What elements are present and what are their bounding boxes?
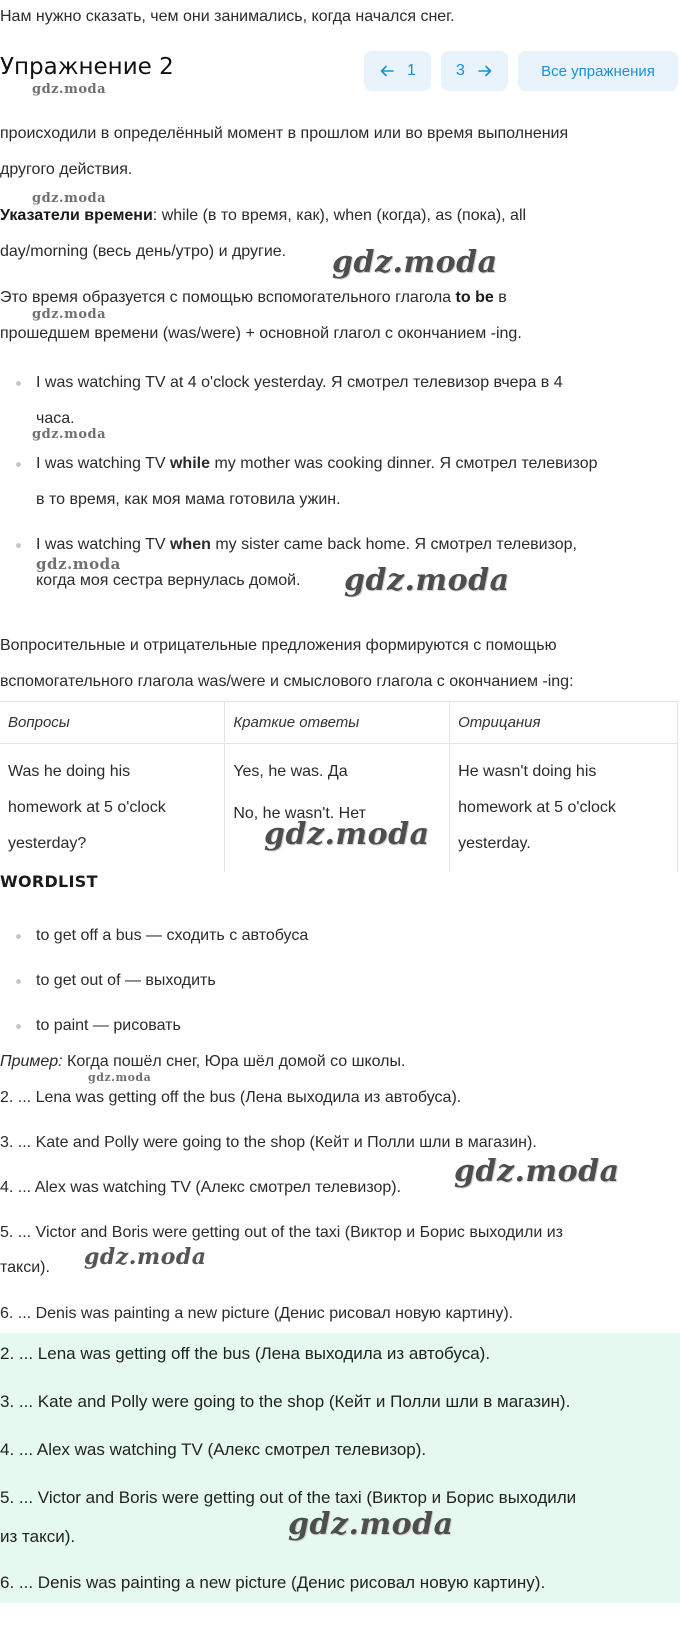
example-keyword: when (169, 536, 211, 553)
task-line: 4. ... Alex was watching TV (Алекс смотрел телевизор). (0, 1179, 402, 1196)
example-item (16, 446, 676, 518)
watermark: gdz.moda (32, 191, 107, 206)
example-text-line-2: когда моя сестра вернулась домой. (36, 572, 301, 589)
watermark: gdz.moda (288, 1507, 454, 1542)
answer-line: 4. ... Alex was watching TV (Алекс смотрел телевизор). (0, 1440, 427, 1459)
theory-line-2: другого действия. (0, 161, 133, 178)
bullet-icon (16, 1024, 21, 1029)
wordlist-item (16, 963, 676, 999)
next-exercise-button[interactable] (441, 51, 508, 91)
answer-line: из такси). (0, 1527, 76, 1546)
bullet-icon (16, 381, 21, 386)
time-indicators-line-2: day/morning (весь день/утро) и другие. (0, 243, 287, 260)
bullet-icon (16, 462, 21, 467)
watermark: gdz.moda (454, 1154, 620, 1189)
bullet-icon (16, 979, 21, 984)
cell-line: yesterday. (458, 835, 531, 852)
time-indicators-text: : while (в то время, как), when (когда), as (пока), all (152, 207, 527, 224)
arrow-right-icon (477, 63, 493, 79)
example-text: I was watching TV (36, 455, 170, 472)
example-text: I was watching TV (36, 536, 170, 553)
example-text: my mother was cooking dinner. Я смотрел телевизор (210, 455, 598, 472)
all-exercises-button[interactable]: Все упражнения (518, 51, 678, 91)
table-header: Вопросы (0, 702, 225, 744)
cell-line: homework at 5 o'clock (458, 799, 616, 816)
watermark: gdz.moda (84, 1244, 207, 1270)
example-sentence (0, 1044, 405, 1080)
wordlist-item-text: to paint — рисовать (36, 1017, 181, 1034)
answer-block (0, 1333, 680, 1603)
questions-intro-line-2: вспомогательного глагола was/were и смыслового глагола с окончанием -ing: (0, 673, 574, 690)
example-text: my sister came back home. Я смотрел телевизор, (210, 536, 577, 553)
watermark: gdz.moda (32, 82, 107, 97)
example-item (16, 365, 676, 437)
watermark: gdz.moda (36, 555, 121, 573)
table-cell-negation (450, 744, 678, 873)
table-cell-answer (225, 744, 450, 873)
answer-line: 5. ... Victor and Boris were getting out of the taxi (Виктор и Борис выходили (0, 1488, 577, 1507)
example-keyword: while (169, 455, 210, 472)
example-sentence-text: Когда пошёл снег, Юра шёл домой со школы. (62, 1053, 406, 1070)
watermark: gdz.moda (332, 245, 498, 280)
table-header: Отрицания (450, 702, 678, 744)
task-line: 6. ... Denis was painting a new picture (Денис рисовал новую картину). (0, 1305, 514, 1322)
theory-line-1: происходили в определённый момент в прошлом или во время выполнения (0, 125, 569, 142)
task-line: 3. ... Kate and Polly were going to the shop (Кейт и Полли шли в магазин). (0, 1134, 537, 1151)
task-line: 5. ... Victor and Boris were getting out of the taxi (Виктор и Борис выходили из (0, 1224, 563, 1241)
table-cell-question (0, 744, 225, 873)
prev-exercise-button[interactable] (364, 51, 431, 91)
next-exercise-label: 3 (456, 62, 465, 79)
wordlist-item (16, 918, 676, 954)
watermark: gdz.moda (264, 817, 430, 852)
cell-line: Yes, he was. Да (233, 763, 348, 780)
cell-line: yesterday? (8, 835, 87, 852)
bullet-icon (16, 543, 21, 548)
answer-line: 6. ... Denis was painting a new picture (Денис рисовал новую картину). (0, 1573, 546, 1592)
task-line: 2. ... Lena was getting off the bus (Лена выходила из автобуса). (0, 1089, 462, 1106)
wordlist-item (16, 1008, 676, 1044)
example-text-line-2: в то время, как моя мама готовила ужин. (36, 491, 341, 508)
exercise-title: Упражнение 2 (0, 54, 174, 80)
example-text-line-2: часа. (36, 410, 75, 427)
watermark: gdz.moda (32, 427, 107, 442)
formation-text-c: в (493, 289, 507, 306)
table-header: Краткие ответы (225, 702, 450, 744)
intro-text: Нам нужно сказать, чем они занимались, когда начался снег. (0, 8, 455, 25)
watermark: gdz.moda (32, 307, 107, 322)
cell-line: No, he wasn't. Нет (233, 805, 366, 822)
prev-exercise-label: 1 (407, 62, 416, 79)
watermark: gdz.moda (344, 563, 510, 598)
wordlist-title: WORDLIST (0, 872, 98, 891)
example-text: I was watching TV at 4 o'clock yesterday. Я смотрел телевизор вчера в 4 (36, 374, 563, 391)
table-header-row (0, 702, 678, 744)
cell-line: homework at 5 o'clock (8, 799, 166, 816)
arrow-left-icon (379, 63, 395, 79)
time-indicators-label: Указатели времени (0, 207, 153, 224)
cell-line: He wasn't doing his (458, 763, 597, 780)
answer-line: 3. ... Kate and Polly were going to the shop (Кейт и Полли шли в магазин). (0, 1392, 571, 1411)
formation-to-be: to be (455, 289, 494, 306)
questions-intro-line-1: Вопросительные и отрицательные предложения формируются с помощью (0, 637, 557, 654)
formation-line-2: прошедшем времени (was/were) + основной глагол с окончанием -ing. (0, 325, 522, 342)
task-line: такси). (0, 1259, 50, 1276)
table-row (0, 744, 678, 873)
wordlist-item-text: to get out of — выходить (36, 972, 216, 989)
cell-line: Was he doing his (8, 763, 131, 780)
wordlist-item-text: to get off a bus — сходить с автобуса (36, 927, 309, 944)
watermark: gdz.moda (88, 1071, 152, 1084)
answer-line: 2. ... Lena was getting off the bus (Лена выходила из автобуса). (0, 1344, 491, 1363)
example-label: Пример: (0, 1053, 63, 1070)
formation-text-a: Это время образуется с помощью вспомогательного глагола (0, 289, 456, 306)
bullet-icon (16, 934, 21, 939)
